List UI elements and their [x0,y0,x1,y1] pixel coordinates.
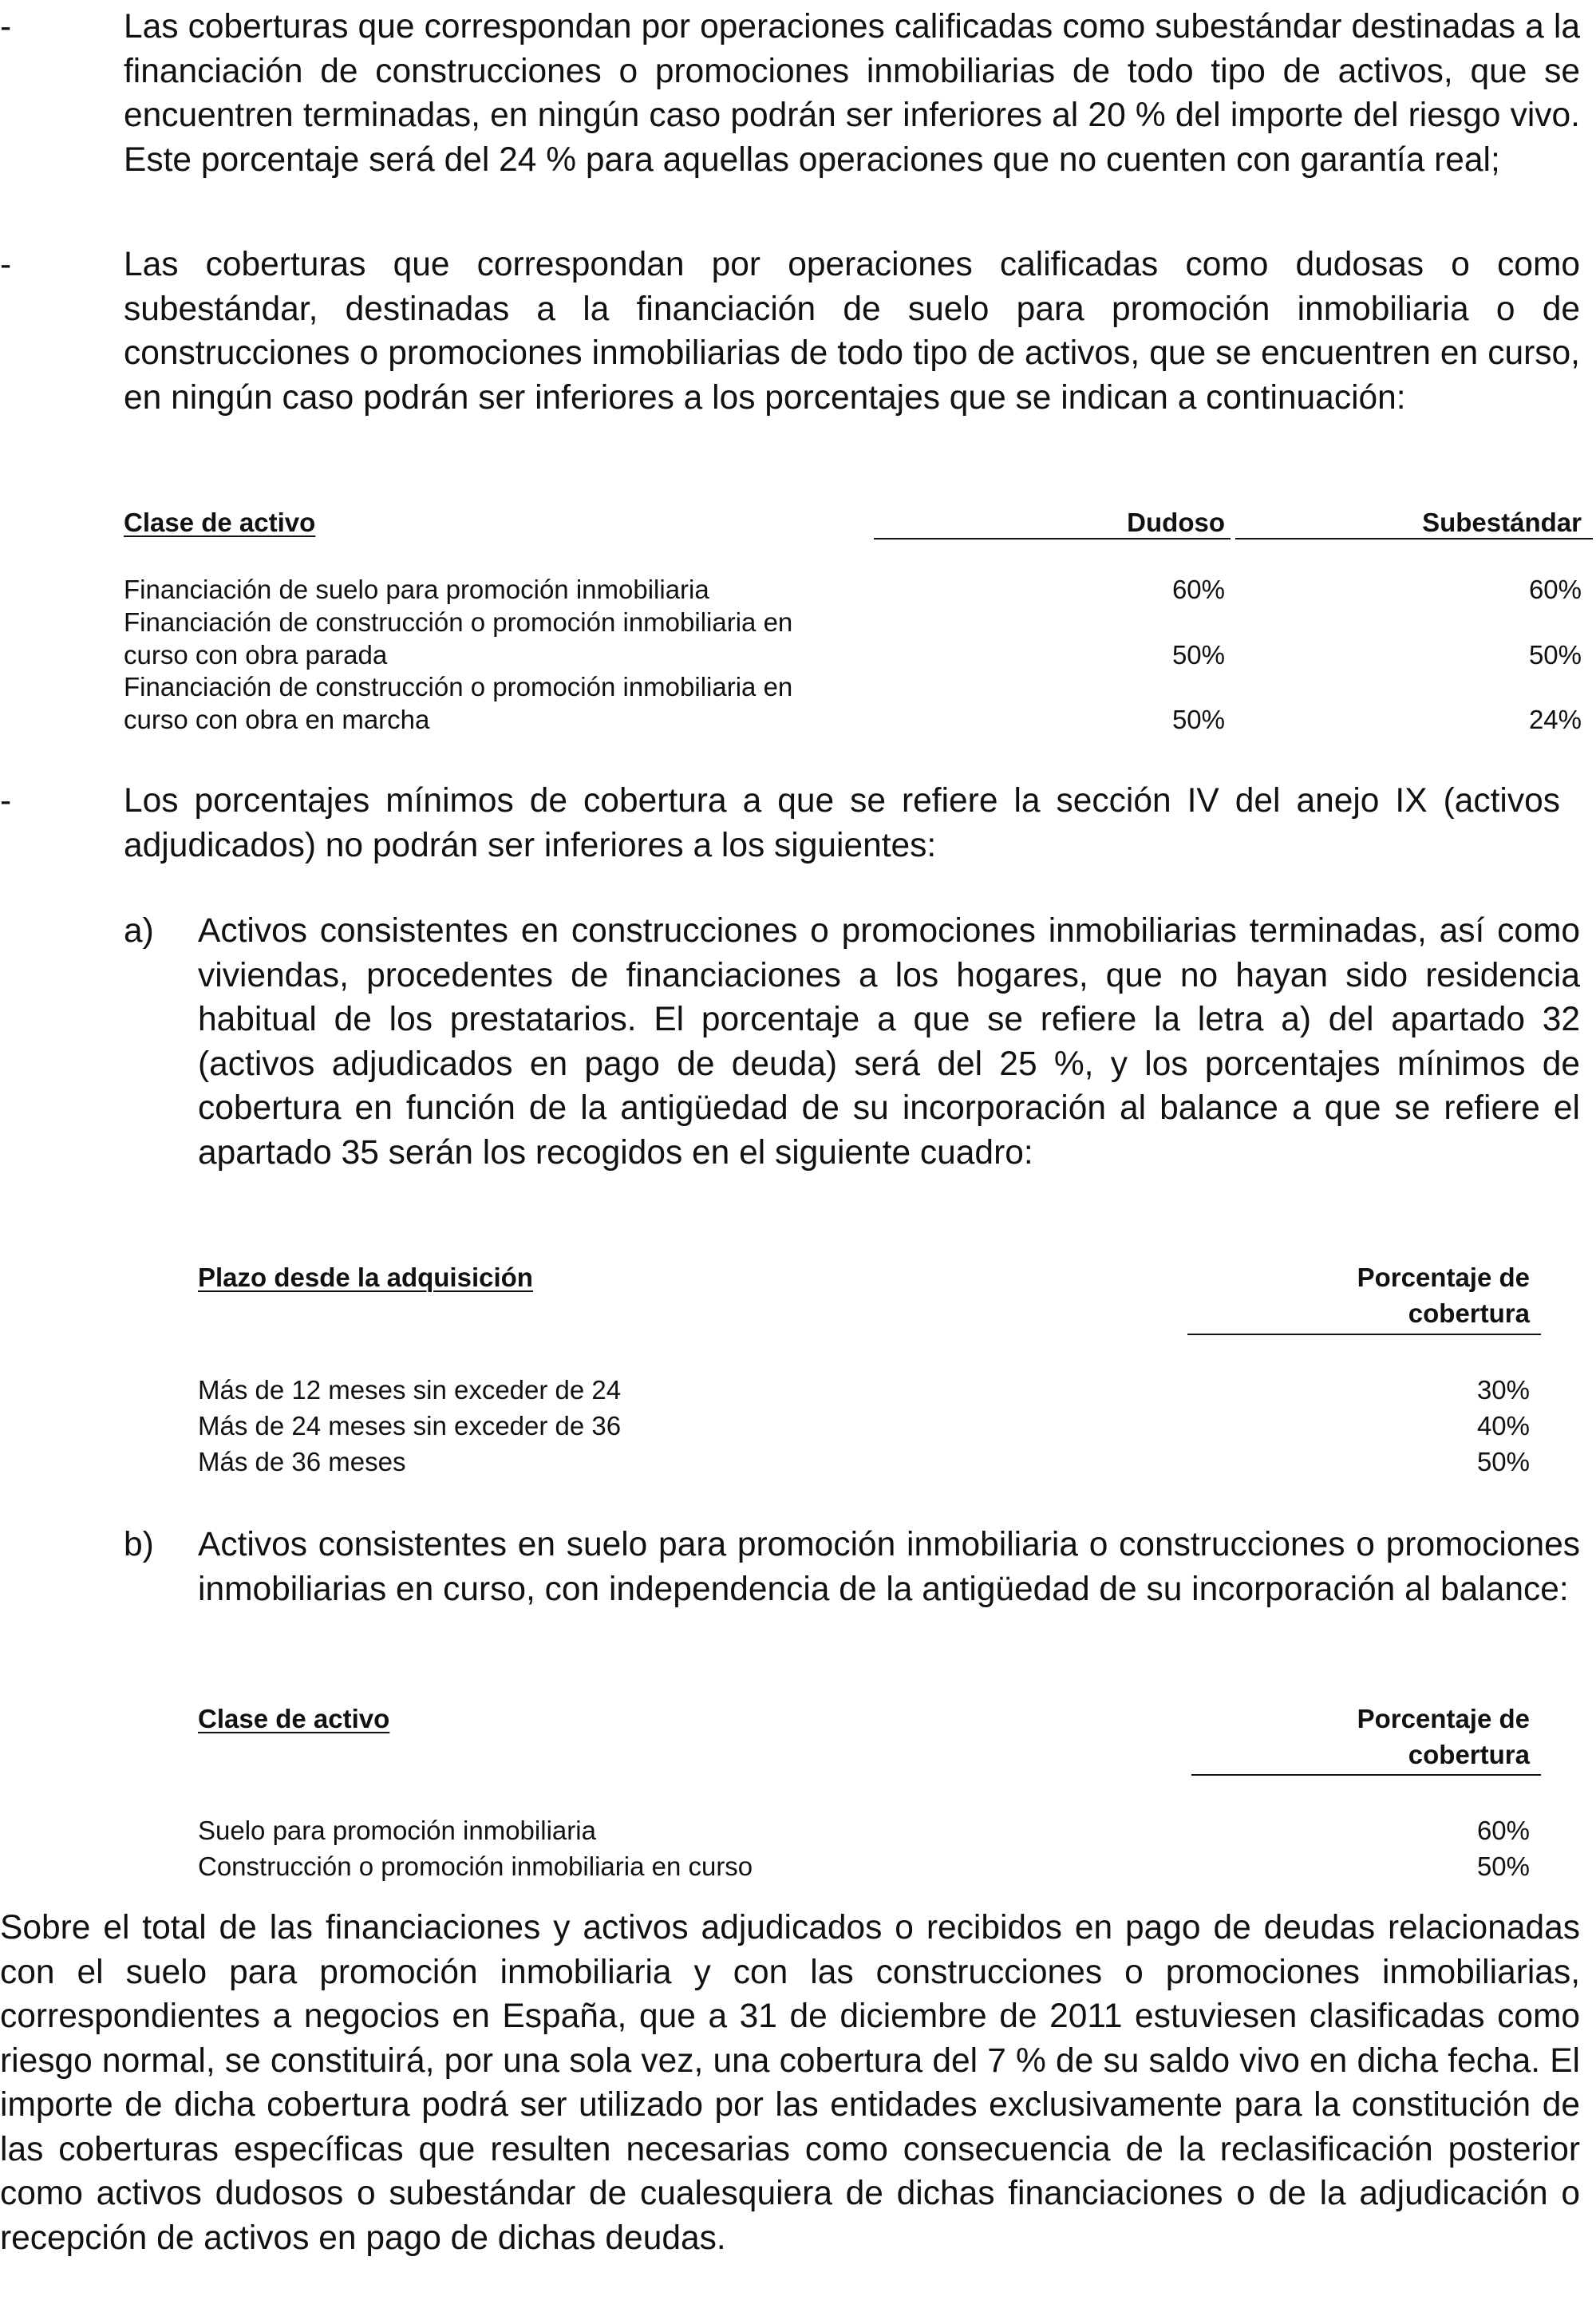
item-a-letter: a) [124,912,154,950]
table2-row-2-value: 40% [1476,1411,1530,1441]
table1-row-3-subestandar: 24% [1528,705,1582,734]
table3-header-porcentaje-line2: cobertura [1408,1740,1530,1769]
table2-header-plazo: Plazo desde la adquisición [198,1263,533,1292]
bullet-dash: - [0,782,12,820]
table1-row-1-dudoso: 60% [1171,575,1225,604]
item-b-paragraph: Activos consistentes en suelo para promoción inmobiliaria o construcciones o promociones inmobiliarias en curso, con independencia de la antigüedad de su incorporación al balance: [198,1526,1580,1608]
table2-row-1-value: 30% [1476,1375,1530,1405]
table2-row-3-label: Más de 36 meses [198,1447,406,1476]
table1-row-3-dudoso: 50% [1171,705,1225,734]
bullet-paragraph-2: Las coberturas que correspondan por operaciones calificadas como dudosas o como subestándar, destinadas a la financiación de suelo para promoción inmobiliaria o de construcciones o promociones inmobiliarias de todo tipo de activos, que se encuentren en curso, en ningún caso podrán ser inferiores a los porcentajes que se indican a continuación: [124,246,1580,417]
bullet-dash: - [0,246,12,283]
table3-row-2-label: Construcción o promoción inmobiliaria en curso [198,1852,753,1881]
table1-row-2-label-line1: Financiación de construcción o promoción inmobiliaria en [124,607,793,637]
table1-header-rule-subestandar [1235,538,1593,539]
bullet-paragraph-3: Los porcentajes mínimos de cobertura a que se refiere la sección IV del anejo IX (activos adjudicados) no podrán ser inferiores a los siguientes: [124,782,1560,864]
table1-row-2-subestandar: 50% [1528,640,1582,670]
item-b-letter: b) [124,1526,154,1563]
table2-row-2-label: Más de 24 meses sin exceder de 36 [198,1411,622,1441]
table2-header-porcentaje-line2: cobertura [1408,1298,1530,1328]
table2-header-rule [1187,1334,1541,1335]
table1-header-clase: Clase de activo [124,508,316,537]
table3-row-1-label: Suelo para promoción inmobiliaria [198,1816,596,1845]
table1-row-2-dudoso: 50% [1171,640,1225,670]
table2-row-3-value: 50% [1476,1447,1530,1476]
table1-header-dudoso: Dudoso [1127,508,1225,537]
table3-row-2-value: 50% [1476,1852,1530,1881]
table1-header-rule-dudoso [874,538,1231,539]
table3-header-rule [1191,1774,1541,1776]
table1-row-2-label-line2: curso con obra parada [124,640,388,670]
table1-row-1-subestandar: 60% [1528,575,1582,604]
table1-row-3-label-line1: Financiación de construcción o promoción inmobiliaria en [124,672,793,701]
table1-header-subestandar: Subestándar [1422,508,1582,537]
table1-row-1-label: Financiación de suelo para promoción inmobiliaria [124,575,709,604]
final-paragraph: Sobre el total de las financiaciones y activos adjudicados o recibidos en pago de deudas relacionadas con el suelo para promoción inmobiliaria y con las construcciones o promociones inmobiliarias, correspondientes a negocios en España, que a 31 de diciembre de 2011 estuviesen clasificadas como riesgo normal, se constituirá, por una sola vez, una cobertura del 7 % de su saldo vivo en dicha fecha. El importe de dicha cobertura podrá ser utilizado por las entidades exclusivamente para la constitución de las coberturas específicas que resulten necesarias como consecuencia de la reclasificación posterior como activos dudosos o subestándar de cualesquiera de dichas financiaciones o de la adjudicación o recepción de activos en pago de dichas deudas. [0,1909,1580,2257]
table2-row-1-label: Más de 12 meses sin exceder de 24 [198,1375,622,1405]
bullet-paragraph-1: Las coberturas que correspondan por operaciones calificadas como subestándar destinadas a la financiación de construcciones o promociones inmobiliarias de todo tipo de activos, que se encuentren terminadas, en ningún caso podrán ser inferiores al 20 % del importe del riesgo vivo. Este porcentaje será del 24 % para aquellas operaciones que no cuenten con garantía real; [124,8,1580,179]
item-a-paragraph: Activos consistentes en construcciones o promociones inmobiliarias terminadas, así como viviendas, procedentes de financiaciones a los hogares, que no hayan sido residencia habitual de los prestatarios. El porcentaje a que se refiere la letra a) del apartado 32 (activos adjudicados en pago de deuda) será del 25 %, y los porcentajes mínimos de cobertura en función de la antigüedad de su incorporación al balance a que se refiere el apartado 35 serán los recogidos en el siguiente cuadro: [198,912,1580,1172]
table3-header-clase: Clase de activo [198,1704,390,1733]
bullet-dash: - [0,8,12,45]
table2-header-porcentaje-line1: Porcentaje de [1357,1263,1530,1292]
table3-row-1-value: 60% [1476,1816,1530,1845]
table3-header-porcentaje-line1: Porcentaje de [1357,1704,1530,1733]
table1-row-3-label-line2: curso con obra en marcha [124,705,430,734]
